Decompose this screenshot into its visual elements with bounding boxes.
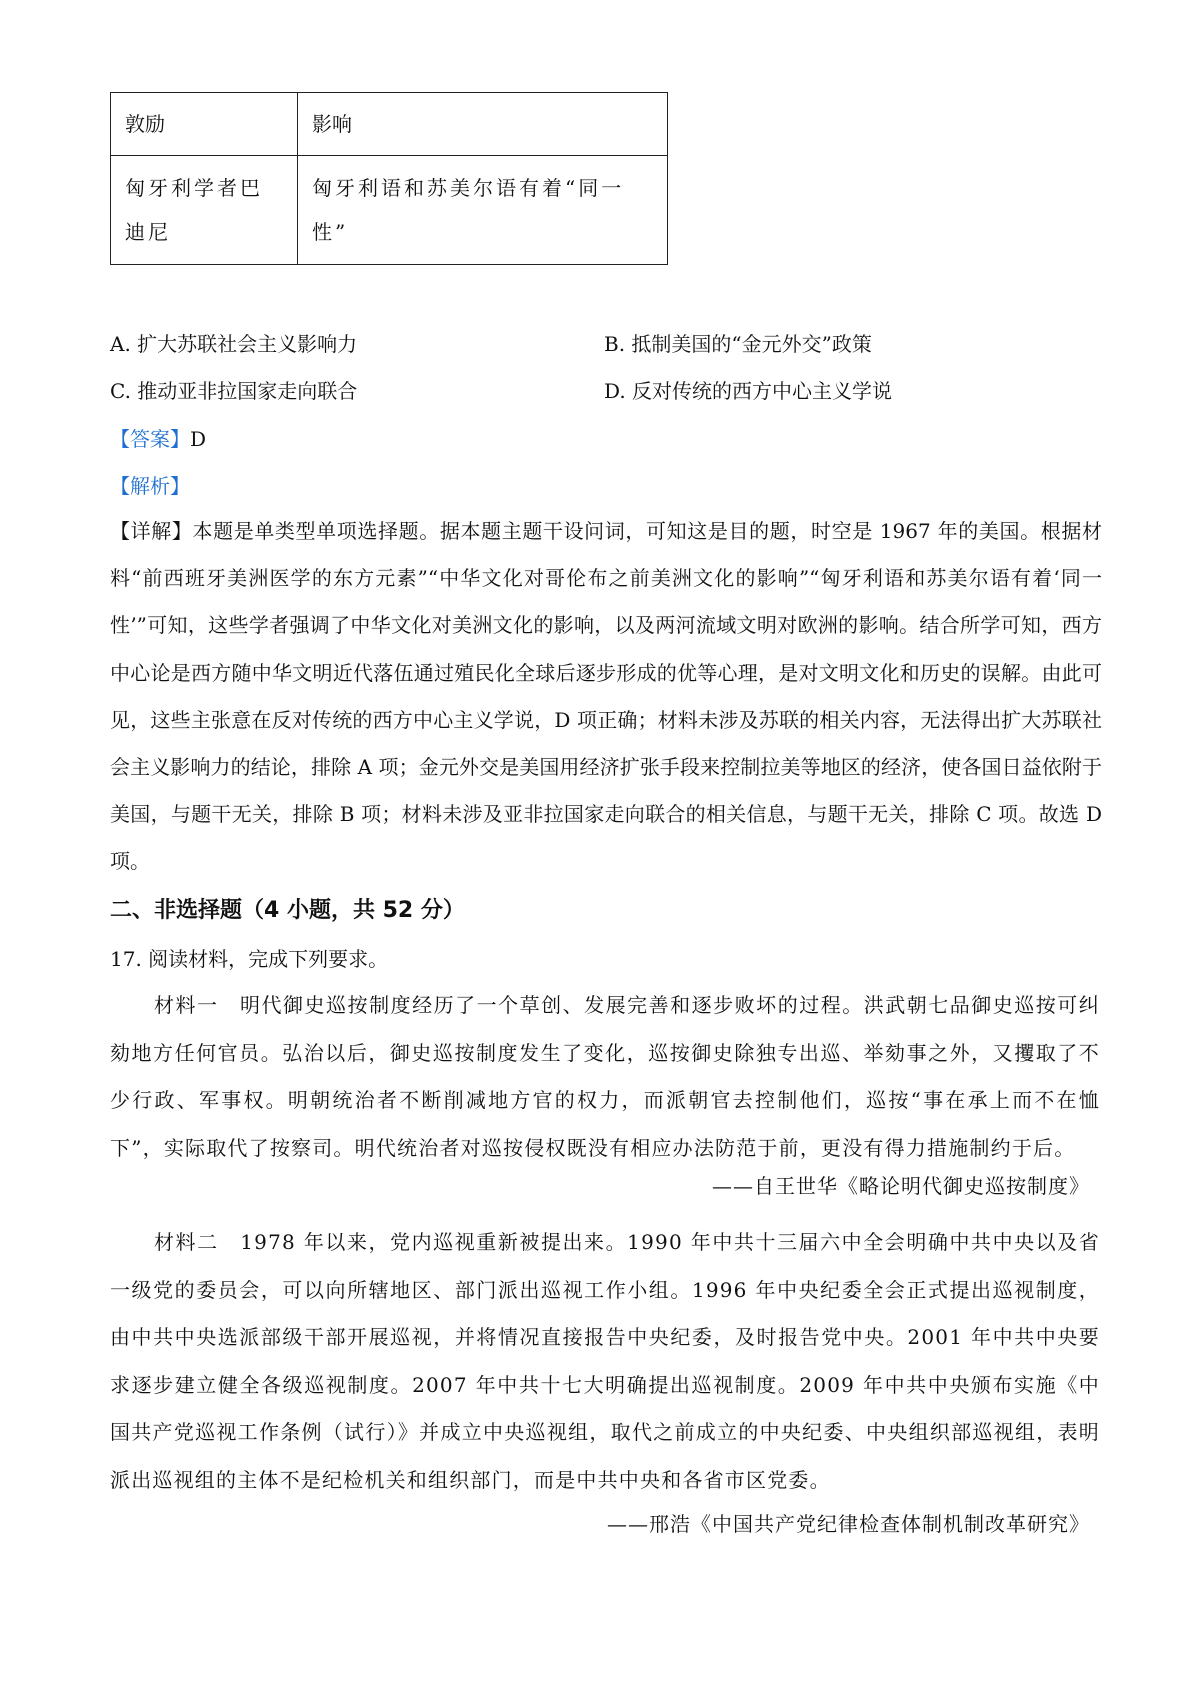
analysis-label: 【解析】 (110, 474, 190, 498)
table-header-cell: 敦励 (111, 93, 298, 156)
option-a: A. 扩大苏联社会主义影响力 (110, 332, 358, 356)
option-d: D. 反对传统的西方中心主义学说 (604, 379, 893, 403)
material-1: 材料一 明代御史巡按制度经历了一个草创、发展完善和逐步败坏的过程。洪武朝七品御史巡按可纠劾地方任何官员。弘治以后，御史巡按制度发生了变化，巡按御史除独专出巡、举劾事之外，又攫取了不少行政、军事权。明朝统治者不断削减地方官的权力，而派朝官去控制他们，巡按“事在承上而不在恤下”，实际取代了按察司。明代统治者对巡按侵权既没有相应办法防范于前，更没有得力措施制约于后。 (110, 993, 1100, 1160)
material-2: 材料二 1978 年以来，党内巡视重新被提出来。1990 年中共十三届六中全会明确中共中央以及省一级党的委员会，可以向所辖地区、部门派出巡视工作小组。1996 年中央纪委全会正式提出巡视制度，由中共中央选派部级干部开展巡视，并将情况直接报告中央纪委，及时报告党中央。2001 年中共中央要求逐步建立健全各级巡视制度。2007 年中共十七大明确提出巡视制度。2009 年中共中央颁布实施《中国共产党巡视工作条例（试行）》并成立中央巡视组，取代之前成立的中央纪委、中央组织部巡视组，表明派出巡视组的主体不是纪检机关和组织部门，而是中共中央和各省市区党委。 (110, 1230, 1100, 1492)
answer-line (110, 423, 206, 452)
question-17-prompt: 17. 阅读材料，完成下列要求。 (110, 947, 389, 971)
material-2-source: ——邢浩《中国共产党纪律检查体制机制改革研究》 (607, 1512, 1090, 1536)
option-b: B. 抵制美国的“金元外交”政策 (604, 332, 872, 356)
table-header-row (111, 93, 668, 156)
analysis-detail: 【详解】本题是单类型单项选择题。据本题主题干设问词，可知这是目的题，时空是 1967 年的美国。根据材料“前西班牙美洲医学的东方元素”“中华文化对哥伦布之前美洲文化的影响”“匈牙利语和苏美尔语有着‘同一性’”可知，这些学者强调了中华文化对美洲文化的影响，以及两河流域文明对欧洲的影响。结合所学可知，西方中心论是西方随中华文明近代落伍通过殖民化全球后逐步形成的优等心理，是对文明文化和历史的误解。由此可见，这些主张意在反对传统的西方中心主义学说，D 项正确；材料未涉及苏联的相关内容，无法得出扩大苏联社会主义影响力的结论，排除 A 项；金元外交是美国用经济扩张手段来控制拉美等地区的经济，使各国日益依附于美国，与题干无关，排除 B 项；材料未涉及亚非拉国家走向联合的相关信息，与题干无关，排除 C 项。故选 D 项。 (110, 519, 1102, 874)
scholar-influence-table (110, 92, 668, 265)
table-header-cell: 影响 (298, 93, 668, 156)
option-c: C. 推动亚非拉国家走向联合 (110, 379, 358, 403)
answer-label: 【答案】 (110, 427, 190, 451)
table-cell: 匈牙利语和苏美尔语有着“同一性” (298, 156, 668, 265)
material-1-source: ——自王世华《略论明代御史巡按制度》 (712, 1174, 1090, 1198)
answer-value: D (190, 427, 207, 451)
table-row (111, 156, 668, 265)
section-title: 二、非选择题（4 小题，共 52 分） (110, 898, 465, 923)
table-cell: 匈牙利学者巴迪尼 (111, 156, 298, 265)
